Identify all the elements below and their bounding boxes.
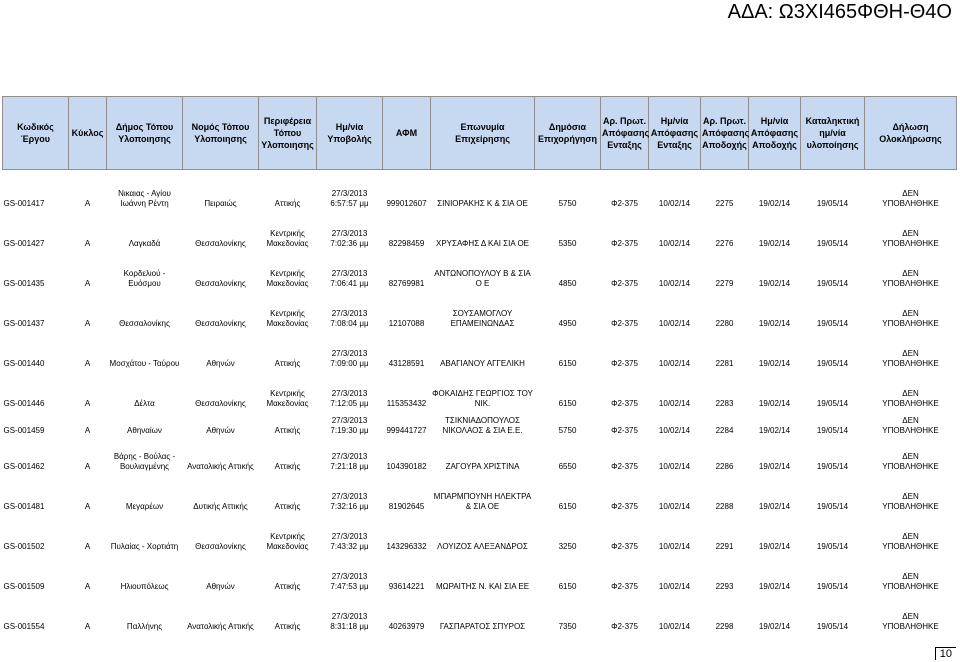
table-row: [3, 176, 957, 210]
cell-deadline: 19/05/14: [816, 582, 849, 591]
cell-grant: 6150: [558, 582, 577, 591]
cell-prot-entaxis: Φ2-375: [611, 502, 638, 511]
cell-date-apodoxis: 19/02/14: [758, 462, 791, 471]
declaration-line1: ΔΕΝ: [902, 572, 919, 581]
table-row: [3, 256, 957, 290]
cell-company: ΜΩΡΑΙΤΗΣ Ν. ΚΑΙ ΣΙΑ ΕΕ: [435, 582, 530, 591]
submission-datetime: [317, 416, 383, 437]
cell-prot-apodoxis: 2291: [715, 542, 734, 551]
cell-prefecture: Πειραιώς: [204, 199, 237, 208]
cell-afm: 82769981: [388, 279, 425, 288]
cell-prefecture: Θεσσαλονίκης: [195, 542, 246, 551]
table-row: [3, 443, 957, 473]
cell-company: ΓΑΣΠΑΡΑΤΟΣ ΣΠΥΡΟΣ: [439, 622, 526, 631]
submission-time: 7:43:32 μμ: [330, 542, 369, 551]
cell-deadline: 19/05/14: [816, 502, 849, 511]
cell-region: Αττικής: [274, 462, 301, 471]
cell-prot-apodoxis: 2276: [715, 239, 734, 248]
cell-prot-apodoxis: 2284: [715, 426, 734, 435]
cell-company: ΤΣΙΚΝΙΑΔΟΠΟΥΛΟΣ ΝΙΚΟΛΑΟΣ & ΣΙΑ Ε.Ε.: [442, 416, 523, 435]
column-header: Ημ/νία Υποβολής: [317, 97, 383, 170]
cell-code: GS-001554: [3, 622, 45, 631]
submission-date: 27/3/2013: [331, 349, 368, 358]
submission-time: 7:06:41 μμ: [330, 279, 369, 288]
cell-grant: 5350: [558, 239, 577, 248]
submission-date: 27/3/2013: [331, 452, 368, 461]
submission-time: 7:21:18 μμ: [330, 462, 369, 471]
cell-code: GS-001446: [3, 399, 45, 408]
completion-declaration: [865, 519, 957, 553]
cell-deadline: 19/05/14: [816, 279, 849, 288]
cell-prot-apodoxis: 2298: [715, 622, 734, 631]
submission-datetime: [317, 256, 383, 290]
cell-prot-apodoxis: 2280: [715, 319, 734, 328]
submission-time: 7:32:16 μμ: [330, 502, 369, 511]
submission-datetime: [317, 376, 383, 410]
cell-grant: 6150: [558, 502, 577, 511]
cell-date-entaxis: 10/02/14: [658, 426, 691, 435]
cell-date-entaxis: 10/02/14: [658, 462, 691, 471]
cell-deadline: 19/05/14: [816, 622, 849, 631]
cell-municipality: Μοσχάτου - Ταύρου: [109, 359, 180, 368]
cell-deadline: 19/05/14: [816, 542, 849, 551]
completion-declaration: [865, 216, 957, 250]
cell-prot-entaxis: Φ2-375: [611, 199, 638, 208]
cell-company: ΣΟΥΣΑΜΟΓΛΟΥ ΕΠΑΜΕΙΝΩΝΔΑΣ: [450, 309, 515, 328]
table-body: [3, 170, 957, 634]
cell-municipality: Βάρης - Βούλας - Βουλιαγμένης: [113, 452, 176, 471]
completion-declaration: [865, 599, 957, 633]
cell-deadline: 19/05/14: [816, 399, 849, 408]
submission-date: 27/3/2013: [331, 416, 368, 425]
declaration-line1: ΔΕΝ: [902, 349, 919, 358]
submission-date: 27/3/2013: [331, 532, 368, 541]
cell-company: ΦΟΚΑΙΔΗΣ ΓΕΩΡΓΙΟΣ ΤΟΥ ΝΙΚ.: [432, 389, 533, 408]
completion-declaration: [865, 256, 957, 290]
submission-datetime: [317, 519, 383, 553]
declaration-line1: ΔΕΝ: [902, 492, 919, 501]
cell-company: ΖΑΓΟΥΡΑ ΧΡΙΣΤΙΝΑ: [445, 462, 520, 471]
cell-prefecture: Θεσσαλονίκης: [195, 399, 246, 408]
cell-afm: 40263979: [388, 622, 425, 631]
table-row: [3, 216, 957, 250]
cell-company: ΣΙΝΙΟΡΑΚΗΣ Κ & ΣΙΑ ΟΕ: [437, 199, 528, 208]
cell-municipality: Δέλτα: [134, 399, 155, 408]
declaration-line2: ΥΠΟΒΛΗΘΗΚΕ: [882, 426, 939, 435]
cell-date-entaxis: 10/02/14: [658, 399, 691, 408]
cell-company: ΧΡΥΣΑΦΗΣ Δ ΚΑΙ ΣΙΑ ΟΕ: [435, 239, 530, 248]
table-row: [3, 336, 957, 370]
declaration-line2: ΥΠΟΒΛΗΘΗΚΕ: [882, 239, 939, 248]
cell-region: Αττικής: [274, 426, 301, 435]
submission-time: 6:57:57 μμ: [330, 199, 369, 208]
cell-prefecture: Αθηνών: [206, 582, 235, 591]
column-header: Κωδικός Έργου: [3, 97, 69, 170]
submission-datetime: [317, 176, 383, 210]
page-number: 10: [935, 647, 956, 660]
cell-cycle: Α: [84, 502, 91, 511]
cell-afm: 43128591: [388, 359, 425, 368]
cell-code: GS-001435: [3, 279, 45, 288]
cell-date-entaxis: 10/02/14: [658, 542, 691, 551]
completion-declaration: [865, 443, 957, 473]
cell-municipality: Κορδελιού - Ευόσμου: [123, 269, 166, 288]
cell-municipality: Μεγαρέων: [125, 502, 164, 511]
declaration-line1: ΔΕΝ: [902, 309, 919, 318]
cell-date-apodoxis: 19/02/14: [758, 199, 791, 208]
cell-region: Αττικής: [274, 359, 301, 368]
declaration-line2: ΥΠΟΒΛΗΘΗΚΕ: [882, 279, 939, 288]
cell-prefecture: Αθηνών: [206, 359, 235, 368]
column-header: Δήμος Τόπου Υλοποιησης: [107, 97, 183, 170]
completion-declaration: [865, 176, 957, 210]
declaration-line1: ΔΕΝ: [902, 416, 919, 425]
declaration-line1: ΔΕΝ: [902, 229, 919, 238]
declaration-line2: ΥΠΟΒΛΗΘΗΚΕ: [882, 502, 939, 511]
cell-municipality: Θεσσαλονίκης: [119, 319, 170, 328]
declaration-line1: ΔΕΝ: [902, 452, 919, 461]
cell-afm: 81902645: [388, 502, 425, 511]
declaration-line2: ΥΠΟΒΛΗΘΗΚΕ: [882, 622, 939, 631]
cell-prefecture: Θεσσαλονίκης: [195, 319, 246, 328]
cell-date-apodoxis: 19/02/14: [758, 359, 791, 368]
cell-code: GS-001462: [3, 462, 45, 471]
cell-date-apodoxis: 19/02/14: [758, 622, 791, 631]
cell-prot-entaxis: Φ2-375: [611, 239, 638, 248]
declaration-line2: ΥΠΟΒΛΗΘΗΚΕ: [882, 359, 939, 368]
cell-afm: 104390182: [386, 462, 427, 471]
declaration-line2: ΥΠΟΒΛΗΘΗΚΕ: [882, 319, 939, 328]
table-row: [3, 296, 957, 330]
submission-date: 27/3/2013: [331, 492, 368, 501]
cell-afm: 999441727: [386, 426, 427, 435]
table-row: [3, 376, 957, 410]
completion-declaration: [865, 479, 957, 513]
cell-grant: 6550: [558, 462, 577, 471]
cell-afm: 115353432: [386, 399, 427, 408]
column-header: Αρ. Πρωτ. Απόφασης Ενταξης: [601, 97, 649, 170]
cell-afm: 82298459: [388, 239, 425, 248]
submission-datetime: [317, 443, 383, 473]
cell-deadline: 19/05/14: [816, 359, 849, 368]
column-header: ΑΦΜ: [383, 97, 431, 170]
table-row: [3, 599, 957, 633]
cell-region: Αττικής: [274, 622, 301, 631]
cell-company: ΜΠΑΡΜΠΟΥΝΗ ΗΛΕΚΤΡΑ & ΣΙΑ ΟΕ: [433, 492, 532, 511]
declaration-line2: ΥΠΟΒΛΗΘΗΚΕ: [882, 462, 939, 471]
cell-date-apodoxis: 19/02/14: [758, 426, 791, 435]
cell-municipality: Αθηναίων: [127, 426, 162, 435]
cell-date-entaxis: 10/02/14: [658, 199, 691, 208]
cell-cycle: Α: [84, 542, 91, 551]
cell-cycle: Α: [84, 582, 91, 591]
cell-date-entaxis: 10/02/14: [658, 622, 691, 631]
cell-date-apodoxis: 19/02/14: [758, 542, 791, 551]
cell-prot-entaxis: Φ2-375: [611, 582, 638, 591]
cell-prefecture: Θεσσαλονίκης: [195, 239, 246, 248]
column-header: Ημ/νία Απόφασης Αποδοχής: [749, 97, 801, 170]
cell-cycle: Α: [84, 279, 91, 288]
cell-afm: 999012607: [386, 199, 427, 208]
cell-region: Κεντρικής Μακεδονίας: [266, 229, 309, 248]
declaration-line2: ΥΠΟΒΛΗΘΗΚΕ: [882, 582, 939, 591]
table-row: [3, 416, 957, 437]
cell-grant: 6150: [558, 359, 577, 368]
submission-date: 27/3/2013: [331, 229, 368, 238]
submission-time: 7:02:36 μμ: [330, 239, 369, 248]
cell-deadline: 19/05/14: [816, 239, 849, 248]
cell-date-entaxis: 10/02/14: [658, 582, 691, 591]
submission-datetime: [317, 216, 383, 250]
cell-grant: 3250: [558, 542, 577, 551]
cell-region: Αττικής: [274, 199, 301, 208]
cell-prot-entaxis: Φ2-375: [611, 426, 638, 435]
cell-prot-entaxis: Φ2-375: [611, 622, 638, 631]
cell-afm: 12107088: [388, 319, 425, 328]
cell-deadline: 19/05/14: [816, 199, 849, 208]
declaration-line1: ΔΕΝ: [902, 269, 919, 278]
submission-time: 7:47:53 μμ: [330, 582, 369, 591]
cell-prot-apodoxis: 2275: [715, 199, 734, 208]
cell-prot-apodoxis: 2283: [715, 399, 734, 408]
table-row: [3, 559, 957, 593]
declaration-line2: ΥΠΟΒΛΗΘΗΚΕ: [882, 542, 939, 551]
cell-cycle: Α: [84, 199, 91, 208]
cell-grant: 7350: [558, 622, 577, 631]
submission-date: 27/3/2013: [331, 572, 368, 581]
cell-date-apodoxis: 19/02/14: [758, 399, 791, 408]
submission-time: 7:08:04 μμ: [330, 319, 369, 328]
cell-cycle: Α: [84, 622, 91, 631]
cell-region: Κεντρικής Μακεδονίας: [266, 309, 309, 328]
cell-cycle: Α: [84, 426, 91, 435]
cell-grant: 6150: [558, 399, 577, 408]
submission-date: 27/3/2013: [331, 309, 368, 318]
submission-time: 8:31:18 μμ: [330, 622, 369, 631]
cell-company: ΑΒΑΓΙΑΝΟΥ ΑΓΓΕΛΙΚΗ: [440, 359, 525, 368]
completion-declaration: [865, 559, 957, 593]
submission-date: 27/3/2013: [331, 389, 368, 398]
cell-date-entaxis: 10/02/14: [658, 502, 691, 511]
cell-prefecture: Ανατολικής Αττικής: [187, 462, 254, 471]
cell-region: Κεντρικής Μακεδονίας: [266, 269, 309, 288]
cell-date-apodoxis: 19/02/14: [758, 319, 791, 328]
submission-datetime: [317, 479, 383, 513]
cell-date-apodoxis: 19/02/14: [758, 582, 791, 591]
cell-prot-entaxis: Φ2-375: [611, 319, 638, 328]
cell-company: ΛΟΥΙΖΟΣ ΑΛΕΞΑΝΔΡΟΣ: [437, 542, 528, 551]
cell-prot-apodoxis: 2288: [715, 502, 734, 511]
cell-region: Αττικής: [274, 582, 301, 591]
cell-prefecture: Ανατολικής Αττικής: [187, 622, 254, 631]
column-header: Αρ. Πρωτ. Απόφασης Αποδοχής: [701, 97, 749, 170]
column-header: Κύκλος: [69, 97, 107, 170]
cell-code: GS-001509: [3, 582, 45, 591]
cell-code: GS-001417: [3, 199, 45, 208]
table-header: [3, 97, 957, 170]
cell-region: Κεντρικής Μακεδονίας: [266, 532, 309, 551]
column-header: Επωνυμία Επιχείρησης: [431, 97, 535, 170]
submission-datetime: [317, 296, 383, 330]
declaration-line1: ΔΕΝ: [902, 612, 919, 621]
cell-prot-apodoxis: 2293: [715, 582, 734, 591]
cell-prot-entaxis: Φ2-375: [611, 542, 638, 551]
cell-prot-apodoxis: 2286: [715, 462, 734, 471]
projects-table: [2, 96, 957, 633]
submission-datetime: [317, 336, 383, 370]
submission-date: 27/3/2013: [331, 612, 368, 621]
cell-municipality: Λαγκαδά: [128, 239, 161, 248]
cell-municipality: Νικαιας - Αγίου Ιωάννη Ρέντη: [118, 189, 171, 208]
cell-date-entaxis: 10/02/14: [658, 359, 691, 368]
declaration-line1: ΔΕΝ: [902, 389, 919, 398]
cell-deadline: 19/05/14: [816, 319, 849, 328]
cell-cycle: Α: [84, 239, 91, 248]
cell-cycle: Α: [84, 319, 91, 328]
cell-code: GS-001459: [3, 426, 45, 435]
submission-datetime: [317, 559, 383, 593]
cell-region: Κεντρικής Μακεδονίας: [266, 389, 309, 408]
cell-grant: 5750: [558, 426, 577, 435]
cell-cycle: Α: [84, 462, 91, 471]
cell-date-apodoxis: 19/02/14: [758, 279, 791, 288]
cell-code: GS-001427: [3, 239, 45, 248]
cell-date-entaxis: 10/02/14: [658, 319, 691, 328]
cell-date-apodoxis: 19/02/14: [758, 239, 791, 248]
cell-afm: 143296332: [386, 542, 427, 551]
column-header: Δήλωση Ολοκλήρωσης: [865, 97, 957, 170]
cell-date-apodoxis: 19/02/14: [758, 502, 791, 511]
cell-prot-entaxis: Φ2-375: [611, 399, 638, 408]
cell-company: ΑΝΤΩΝΟΠΟΥΛΟΥ Β & ΣΙΑ Ο Ε: [434, 269, 531, 288]
declaration-line1: ΔΕΝ: [902, 189, 919, 198]
column-header: Ημ/νία Απόφασης Ενταξης: [649, 97, 701, 170]
cell-cycle: Α: [84, 359, 91, 368]
cell-code: GS-001502: [3, 542, 45, 551]
submission-time: 7:09:00 μμ: [330, 359, 369, 368]
cell-prot-entaxis: Φ2-375: [611, 279, 638, 288]
completion-declaration: [865, 296, 957, 330]
submission-datetime: [317, 599, 383, 633]
completion-declaration: [865, 376, 957, 410]
cell-prot-entaxis: Φ2-375: [611, 359, 638, 368]
submission-time: 7:12:05 μμ: [330, 399, 369, 408]
cell-prefecture: Θεσσαλονίκης: [195, 279, 246, 288]
cell-code: GS-001437: [3, 319, 45, 328]
cell-municipality: Πυλαίας - Χορτιάτη: [110, 542, 179, 551]
completion-declaration: [865, 416, 957, 437]
cell-cycle: Α: [84, 399, 91, 408]
cell-code: GS-001481: [3, 502, 45, 511]
submission-date: 27/3/2013: [331, 269, 368, 278]
column-header: Νομός Τόπου Υλοποιησης: [183, 97, 259, 170]
cell-municipality: Ηλιουπόλεως: [120, 582, 169, 591]
cell-grant: 4950: [558, 319, 577, 328]
column-header: Περιφέρεια Τόπου Υλοποιησης: [259, 97, 317, 170]
cell-prefecture: Αθηνών: [206, 426, 235, 435]
cell-grant: 4850: [558, 279, 577, 288]
ada-header: ΑΔΑ: Ω3ΧΙ465ΦΘΗ-Θ4Ο: [727, 1, 952, 23]
cell-prot-entaxis: Φ2-375: [611, 462, 638, 471]
declaration-line1: ΔΕΝ: [902, 532, 919, 541]
cell-region: Αττικής: [274, 502, 301, 511]
cell-deadline: 19/05/14: [816, 426, 849, 435]
declaration-line2: ΥΠΟΒΛΗΘΗΚΕ: [882, 199, 939, 208]
cell-prot-apodoxis: 2279: [715, 279, 734, 288]
column-header: Δημόσια Επιχορήγηση: [535, 97, 601, 170]
cell-municipality: Παλλήνης: [126, 622, 163, 631]
cell-afm: 93614221: [388, 582, 425, 591]
table-row: [3, 479, 957, 513]
cell-date-entaxis: 10/02/14: [658, 239, 691, 248]
submission-time: 7:19:30 μμ: [330, 426, 369, 435]
cell-grant: 5750: [558, 199, 577, 208]
column-header: Καταληκτική ημ/νία υλοποίησης: [801, 97, 865, 170]
cell-deadline: 19/05/14: [816, 462, 849, 471]
cell-code: GS-001440: [3, 359, 45, 368]
table-row: [3, 519, 957, 553]
cell-date-entaxis: 10/02/14: [658, 279, 691, 288]
completion-declaration: [865, 336, 957, 370]
declaration-line2: ΥΠΟΒΛΗΘΗΚΕ: [882, 399, 939, 408]
cell-prot-apodoxis: 2281: [715, 359, 734, 368]
cell-prefecture: Δυτικής Αττικής: [193, 502, 248, 511]
submission-date: 27/3/2013: [331, 189, 368, 198]
